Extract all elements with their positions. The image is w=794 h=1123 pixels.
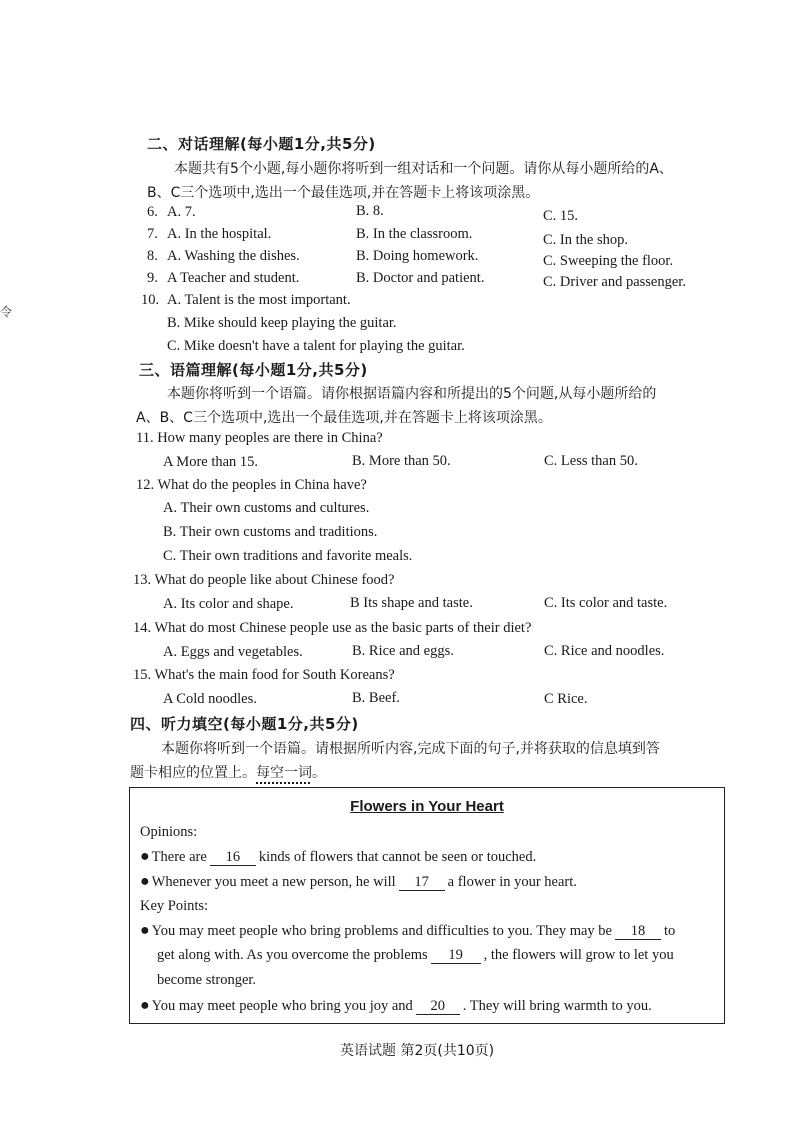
question-number: 6. [147,204,158,220]
question-stem: 15. What's the main food for South Koreans? [133,667,395,683]
bullet-icon: ● [140,997,150,1014]
option-a: A. In the hospital. [167,226,272,242]
blank-19: 19 [431,947,481,964]
option-b: B. Doing homework. [356,248,479,264]
question-stem: 12. What do the peoples in China have? [136,477,367,493]
option-c: C. Its color and taste. [544,595,668,611]
option-a: A Teacher and student. [167,270,300,286]
keypoints-label: Key Points: [140,898,209,914]
blank-18: 18 [615,923,661,940]
bullet-icon: ● [140,848,150,865]
question-stem: 11. How many peoples are there in China? [136,430,383,446]
option-c: C. Sweeping the floor. [543,253,674,269]
option-b: B. Doctor and patient. [356,270,485,286]
option-a: A. 7. [167,204,196,220]
option-a: A. Eggs and vegetables. [163,644,303,660]
section3-instructions-line1: 本题你将听到一个语篇。请你根据语篇内容和所提出的5个问题,从每小题所给的 [167,386,657,402]
option-b: B. Their own customs and traditions. [163,524,378,540]
option-c: C. Rice and noodles. [544,643,665,659]
listening-fill-box [129,787,725,1024]
option-b: B. Mike should keep playing the guitar. [167,315,397,331]
bullet-icon: ● [140,922,150,939]
box-title: Flowers in Your Heart [350,798,504,815]
keypoint-line-2: get along with. As you overcome the problems 19 , the flowers will grow to let you [157,947,674,963]
section4-instructions-line2: 题卡相应的位置上。每空一词。 [130,765,326,781]
question-stem: 14. What do most Chinese people use as the basic parts of their diet? [133,620,532,636]
option-b: B. Rice and eggs. [352,643,454,659]
option-c: C. Mike doesn't have a talent for playing the guitar. [167,338,465,354]
section3-instructions-line2: A、B、C三个选项中,选出一个最佳选项,并在答题卡上将该项涂黑。 [136,410,552,426]
option-b: B. In the classroom. [356,226,473,242]
section2-instructions-line1: 本题共有5个小题,每小题你将听到一组对话和一个问题。请你从每小题所给的A、 [174,161,673,177]
section4-instructions-line1: 本题你将听到一个语篇。请根据所听内容,完成下面的句子,并将获取的信息填到答 [161,741,660,757]
question-number: 10. [141,292,160,308]
section2-instructions-line2: B、C三个选项中,选出一个最佳选项,并在答题卡上将该项涂黑。 [147,185,540,201]
blank-17: 17 [399,874,445,891]
option-a: A. Washing the dishes. [167,248,300,264]
section3-title: 三、语篇理解(每小题1分,共5分) [139,361,368,379]
emphasis-each-blank-one-word: 每空一词 [256,765,312,781]
option-c: C. Less than 50. [544,453,638,469]
keypoint-line-4: ● You may meet people who bring you joy and 20 . They will bring warmth to you. [140,997,652,1014]
question-number: 7. [147,226,158,242]
option-a: A. Their own customs and cultures. [163,500,370,516]
blank-20: 20 [416,998,460,1015]
option-c: C. 15. [543,208,579,224]
option-a: A More than 15. [163,454,259,470]
option-c: C. Driver and passenger. [543,274,686,290]
bullet-icon: ● [140,873,150,890]
question-number: 8. [147,248,158,264]
keypoint-line-1: ● You may meet people who bring problems and difficulties to you. They may be 18 to [140,922,676,939]
opinion-line-1: ● There are 16 kinds of flowers that cannot be seen or touched. [140,848,537,865]
section4-title: 四、听力填空(每小题1分,共5分) [130,715,359,733]
question-stem: 13. What do people like about Chinese food? [133,572,395,588]
question-number: 9. [147,270,158,286]
option-b: B. Beef. [352,690,400,706]
option-c: C Rice. [544,691,588,707]
section2-title: 二、对话理解(每小题1分,共5分) [147,135,376,153]
page-footer: 英语试题 第2页(共10页) [340,1043,495,1059]
blank-16: 16 [210,849,256,866]
opinion-line-2: ● Whenever you meet a new person, he will 17 a flower in your heart. [140,873,577,890]
option-b: B. 8. [356,203,384,219]
option-c: C. In the shop. [543,232,628,248]
option-c: C. Their own traditions and favorite meals. [163,548,413,564]
option-a: A. Talent is the most important. [167,292,351,308]
option-b: B. More than 50. [352,453,451,469]
option-a: A. Its color and shape. [163,596,294,612]
page-edge-mark: 令 [0,305,13,319]
opinions-label: Opinions: [140,824,198,840]
option-a: A Cold noodles. [163,691,257,707]
keypoint-line-3: become stronger. [157,972,257,988]
option-b: B Its shape and taste. [350,595,473,611]
